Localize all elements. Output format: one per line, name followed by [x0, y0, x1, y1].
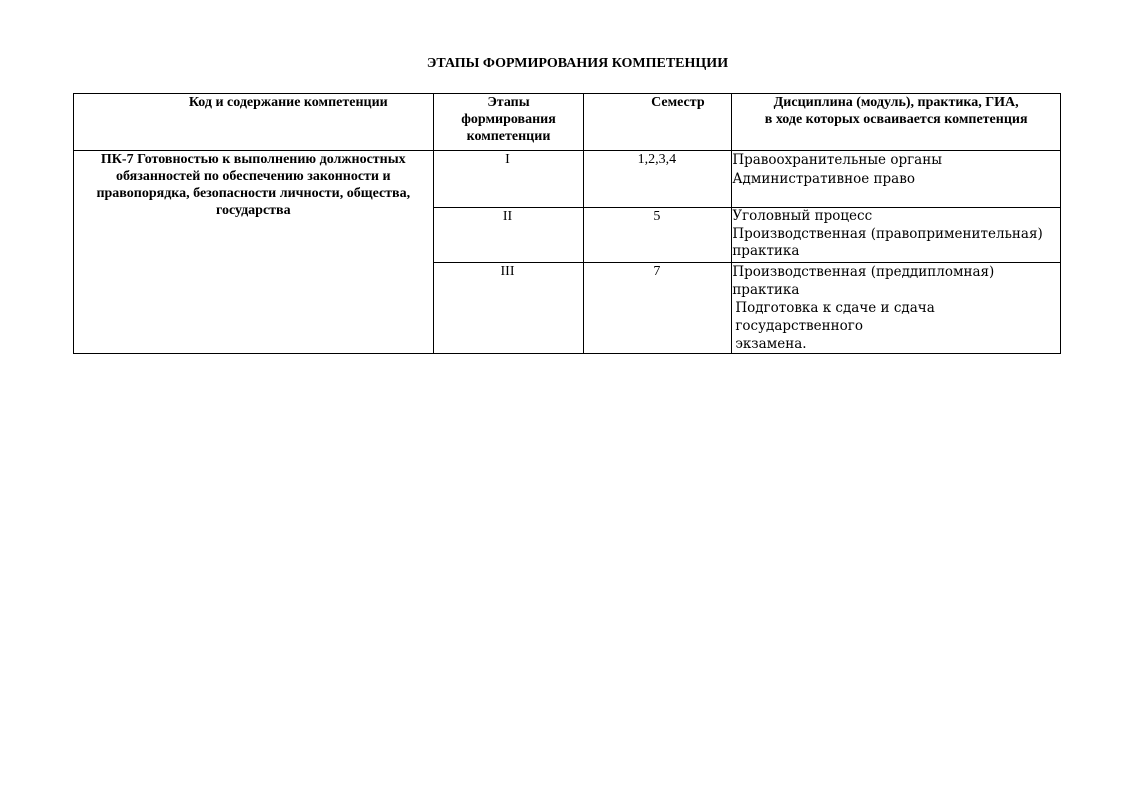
competence-line: обязанностей по обеспечению законности и — [115, 169, 391, 184]
competence-table — [73, 93, 1061, 354]
header-discipline — [732, 94, 1061, 151]
header-semester: Семестр — [584, 94, 732, 151]
discipline-cell — [732, 208, 1061, 263]
discipline-item: практика — [732, 282, 800, 298]
discipline-item: Административное право — [732, 171, 915, 187]
semester-cell: 1,2,3,4 — [584, 151, 732, 208]
competence-cell — [74, 151, 434, 354]
discipline-item: экзамена. — [735, 336, 807, 352]
header-stages — [433, 94, 584, 151]
discipline-item: Уголовный процесс — [732, 208, 873, 224]
header-stages-line: компетенции — [466, 129, 551, 144]
discipline-cell — [732, 263, 1061, 354]
discipline-item: Производственная (правоприменительная) — [732, 225, 1043, 242]
discipline-item: практика — [732, 243, 800, 259]
header-row — [74, 94, 1061, 151]
competence-line: ПК-7 Готовностью к выполнению должностных — [100, 152, 406, 167]
discipline-item: Производственная (преддипломная) — [732, 264, 995, 280]
page-title: ЭТАПЫ ФОРМИРОВАНИЯ КОМПЕТЕНЦИИ — [426, 56, 729, 71]
competence-line: правопорядка, безопасности личности, общества, — [96, 186, 411, 201]
header-stages-line: Этапы — [487, 95, 530, 110]
semester-cell: 7 — [584, 263, 732, 354]
discipline-item: Подготовка к сдаче и сдача государственного — [735, 300, 935, 334]
stage-cell: I — [433, 151, 584, 208]
stage-cell: III — [433, 263, 584, 354]
header-discipline-line: Дисциплина (модуль), практика, ГИА, — [773, 95, 1019, 110]
header-stages-line: формирования — [461, 112, 556, 127]
semester-cell: 5 — [584, 208, 732, 263]
discipline-cell — [732, 151, 1061, 208]
stage-cell: II — [433, 208, 584, 263]
header-discipline-line: в ходе которых осваивается компетенция — [764, 112, 1028, 127]
table-header — [74, 94, 1061, 151]
discipline-item: Правоохранительные органы — [732, 152, 942, 168]
competence-line: государства — [215, 203, 291, 218]
header-competence: Код и содержание компетенции — [74, 94, 434, 151]
table-row — [74, 151, 1061, 208]
